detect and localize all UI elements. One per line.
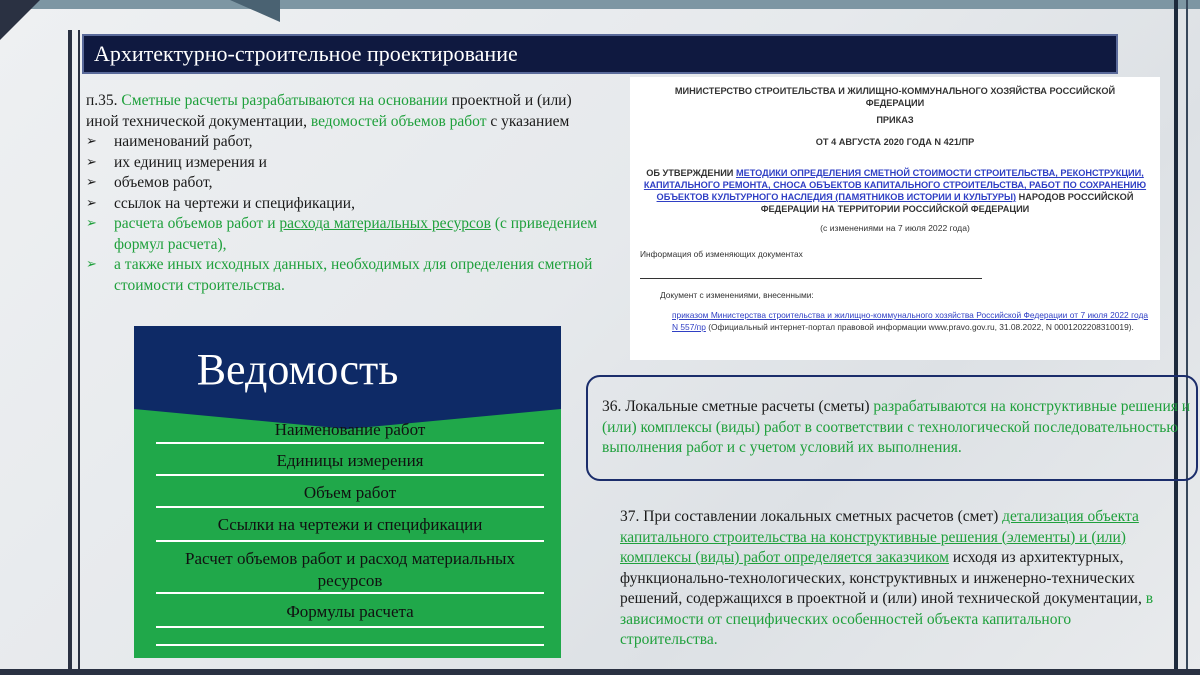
corner-decor-2 (230, 0, 280, 22)
decree-divider (640, 278, 982, 279)
vedomost-table (134, 326, 561, 658)
decree-changes-caption: Документ с изменениями, внесенными: (660, 290, 814, 300)
clause-36 (602, 397, 1192, 459)
arrow-bullet-icon: ➢ (86, 134, 97, 149)
table-row: Формулы расчета (156, 594, 544, 628)
arrow-bullet-icon: ➢ (86, 195, 97, 211)
corner-decor (0, 0, 40, 40)
clause-37-text-1: 37. При составлении локальных сметных расчетов (смет) (620, 508, 999, 525)
left-decor-rule-2 (78, 30, 80, 675)
list-item (86, 255, 606, 296)
decree-subject-prefix: ОБ УТВЕРЖДЕНИИ (646, 168, 734, 178)
list-item-text: ссылок на чертежи и спецификации, (114, 194, 355, 212)
page-title: Архитектурно-строительное проектирование (82, 34, 1118, 74)
arrow-bullet-icon: ➢ (86, 257, 97, 272)
decree-title: ПРИКАЗ (876, 115, 914, 125)
clause-37-green-1: детализация объекта капитального строительства на конструктивные решения (элементы) и (или) комплексы (виды) работ определяется заказчиком (620, 508, 1139, 566)
clause-36-text: 36. Локальные сметные расчеты (сметы) (602, 398, 870, 415)
decree-amendments: (с изменениями на 7 июля 2022 года) (820, 223, 970, 233)
clause-37-text-2: исходя из архитектурных, функционально-технологических, конструктивных и инженерно-технических решений, содержащихся в проектной и (или) иной технической документации, (620, 549, 1142, 607)
clause-35 (86, 91, 606, 296)
top-decor-strip (0, 0, 1200, 9)
list-item (86, 214, 606, 255)
vedomost-rows (156, 410, 544, 646)
list-item-text: объемов работ, (114, 174, 213, 191)
table-row: Наименование работ (156, 410, 544, 444)
clause-37 (620, 507, 1160, 651)
list-item (86, 153, 606, 174)
decree-date: ОТ 4 АВГУСТА 2020 ГОДА N 421/ПР (815, 137, 975, 147)
list-item (86, 132, 606, 153)
decree-subject (630, 167, 1160, 215)
decree-info: Информация об изменяющих документах (640, 249, 803, 259)
clause-35-number: п.35. (86, 92, 118, 109)
clause-35-green-2: ведомостей объемов работ (310, 112, 487, 130)
clause-37-green-2: в зависимости от специфических особенностей объекта капитального строительства. (620, 590, 1154, 648)
decree-reference-text: (Официальный интернет-портал правовой информации www.pravo.gov.ru, 31.08.2022, N 0001202208310019). (708, 322, 1134, 332)
clause-35-green-1: Сметные расчеты разрабатываются на основании (121, 92, 448, 109)
list-item-text: а также иных исходных данных, необходимых для определения сметной стоимости строительства. (114, 256, 593, 294)
table-row: Ссылки на чертежи и спецификации (156, 508, 544, 542)
table-row: Объем работ (156, 476, 544, 508)
right-decor-rule (1174, 0, 1178, 675)
clause-35-text-2: с указанием (490, 112, 570, 130)
table-row: Единицы измерения (156, 444, 544, 476)
list-item-text: (с приведением формул расчета), (114, 215, 598, 253)
decree-reference (672, 309, 1148, 333)
vedomost-heading: Ведомость (134, 326, 561, 409)
decree-subject-suffix: НАРОДОВ РОССИЙСКОЙ ФЕДЕРАЦИИ НА ТЕРРИТОРИИ РОССИЙСКОЙ ФЕДЕРАЦИИ (760, 192, 1134, 214)
arrow-bullet-icon: ➢ (86, 175, 97, 190)
list-item (86, 194, 606, 215)
arrow-bullet-icon: ➢ (86, 154, 97, 170)
clause-35-text-1: проектной и (или) иной технической документации, (86, 92, 572, 130)
decree-document (630, 77, 1160, 360)
clause-35-bullet-list (86, 132, 606, 296)
bottom-decor-strip (0, 669, 1200, 675)
list-item (86, 173, 606, 194)
list-item-text: расчета объемов работ и (114, 215, 276, 232)
arrow-bullet-icon: ➢ (86, 216, 97, 231)
right-decor-rule-2 (1186, 0, 1188, 675)
list-item-text: их единиц измерения и (114, 153, 267, 171)
decree-ministry: МИНИСТЕРСТВО СТРОИТЕЛЬСТВА И ЖИЛИЩНО-КОММУНАЛЬНОГО ХОЗЯЙСТВА РОССИЙСКОЙ ФЕДЕРАЦИИ (674, 86, 1116, 108)
left-decor-rule (68, 30, 72, 675)
list-item-link-text: расхода материальных ресурсов (279, 215, 491, 232)
list-item-text: наименований работ, (114, 133, 253, 150)
clause-36-green: разрабатываются на конструктивные решения и (или) комплексы (виды) работ в соответствии с технологической последовательностью выполнения работ и с учетом условий их выполнения. (602, 398, 1191, 456)
decree-subject-link[interactable]: МЕТОДИКИ ОПРЕДЕЛЕНИЯ СМЕТНОЙ СТОИМОСТИ СТРОИТЕЛЬСТВА, РЕКОНСТРУКЦИИ, КАПИТАЛЬНОГО РЕМОНТА, СНОСА ОБЪЕКТОВ КАПИТАЛЬНОГО СТРОИТЕЛЬСТВА, РАБОТ ПО СОХРАНЕНИЮ ОБЪЕКТОВ КУЛЬТУРНОГО НАСЛЕДИЯ (ПАМЯТНИКОВ ИСТОРИИ И КУЛЬТУРЫ) (643, 168, 1147, 202)
table-row: Расчет объемов работ и расход материальных ресурсов (156, 542, 544, 594)
decree-reference-link[interactable]: приказом Министерства строительства и жилищно-коммунального хозяйства Российской Федерации от 7 июля 2022 года N 557/пр (672, 310, 1148, 332)
table-row-empty (156, 628, 544, 646)
